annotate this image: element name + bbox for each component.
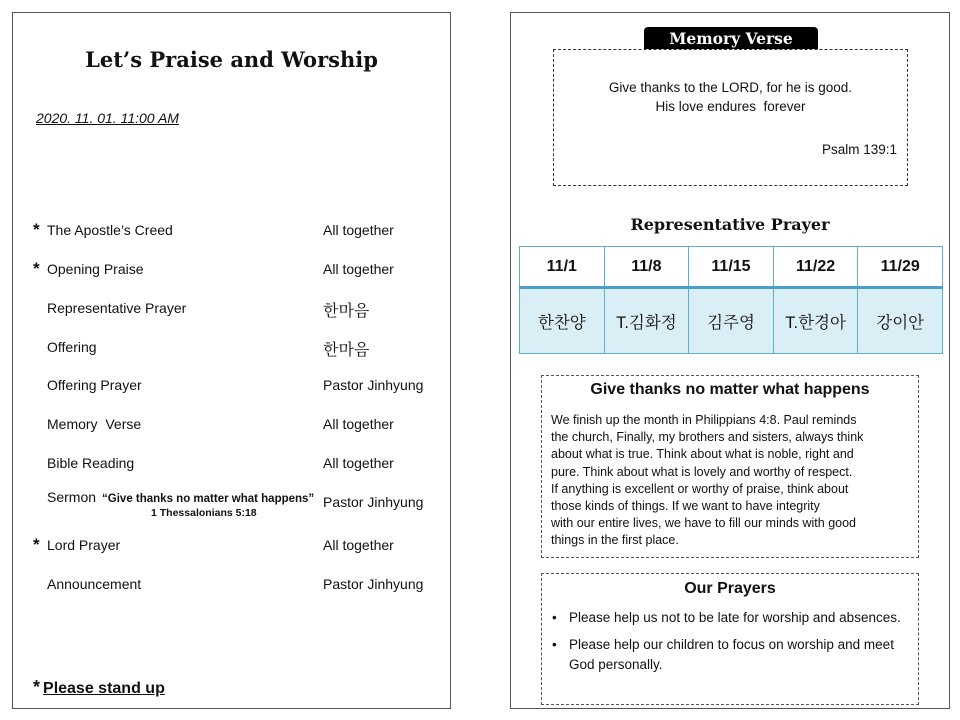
order-leader: Pastor Jinhyung [323,576,424,592]
memory-verse-tab: Memory Verse [644,27,818,49]
date-cell: 11/1 [520,247,605,288]
bulletin-left-panel [12,12,451,709]
order-item: Lord Prayer [47,537,121,553]
memory-verse-line-2: His love endures forever [655,99,806,114]
order-row-announcement [13,573,451,597]
name-cell: 김주영 [689,288,774,354]
order-item: Offering [47,339,97,355]
order-leader: 한마음 [323,342,370,359]
order-row-offering [13,336,451,360]
our-prayers-title: Our Prayers [684,580,776,597]
body-line: We finish up the month in Philippians 4:8. Paul reminds [551,413,857,427]
order-row-opening-praise [13,258,451,282]
order-leader: All together [323,261,394,277]
standing-marker: * [33,677,41,697]
order-item: Memory Verse [47,416,142,432]
order-leader: All together [323,416,394,432]
table-row [520,288,943,354]
order-leader: All together [323,455,394,471]
name-cell: T.김화정 [604,288,689,354]
name-cell: 강이안 [858,288,943,354]
order-row-offering-prayer [13,374,451,398]
date-cell: 11/8 [604,247,689,288]
body-line: things in the first place. [551,533,679,548]
date-cell: 11/15 [689,247,774,288]
order-row-representative-prayer [13,297,451,321]
standing-marker: * [33,535,40,554]
body-line: pure. Think about what is lovely and worthy of respect. [551,464,853,479]
order-row-sermon [13,486,451,526]
order-row-memory-verse [13,413,451,437]
prayer-list [542,608,918,682]
body-line: If anything is excellent or worthy of praise, think about [551,481,849,496]
our-prayers-box [541,573,919,705]
stand-up-note [33,677,165,698]
order-item: Bible Reading [47,455,135,471]
date-cell: 11/29 [858,247,943,288]
sermon-scripture-ref: 1 Thessalonians 5:18 [151,507,257,519]
service-date: 2020. 11. 01. 11:00 AM [36,110,179,126]
bulletin-title: Let’s Praise and Worship [85,47,378,72]
sermon-item [47,489,314,505]
name-cell: 한찬양 [520,288,605,354]
representative-prayer-title: Representative Prayer [630,215,830,234]
bulletin-right-panel [510,12,950,709]
body-line: about what is true. Think about what is noble, right and [551,447,854,462]
order-item: Announcement [47,576,142,592]
give-thanks-box [541,375,919,558]
date-cell: 11/22 [773,247,858,288]
order-row-apostles-creed [13,219,451,243]
representative-prayer-table [519,246,943,354]
body-line: with our entire lives, we have to fill our minds with good [551,516,857,531]
standing-marker: * [33,220,40,239]
memory-verse-box [553,49,908,186]
body-line: those kinds of things. If we want to have integrity [551,499,820,514]
order-row-lord-prayer [13,534,451,558]
give-thanks-title: Give thanks no matter what happens [590,381,870,398]
order-leader: Pastor Jinhyung [323,494,424,510]
name-cell: T.한경아 [773,288,858,354]
order-item: The Apostle’s Creed [47,222,173,238]
table-header-row [520,247,943,288]
order-leader: Pastor Jinhyung [323,377,424,393]
order-leader: 한마음 [323,303,370,320]
list-item: • Please help us not to be late for worship and absences. [542,608,918,628]
order-row-bible-reading [13,452,451,476]
standing-marker: * [33,259,40,278]
order-item: Sermon [47,489,97,505]
body-line: the church, Finally, my brothers and sisters, always think [551,430,864,445]
list-item: • Please help our children to focus on worship and meet God personally. [542,635,918,675]
stand-up-text: Please stand up [43,680,165,697]
order-item: Representative Prayer [47,300,187,316]
order-item: Opening Praise [47,261,144,277]
give-thanks-body [551,412,913,550]
order-leader: All together [323,537,394,553]
order-leader: All together [323,222,394,238]
sermon-title: “Give thanks no matter what happens” [102,493,315,505]
order-item: Offering Prayer [47,377,142,393]
memory-verse-ref: Psalm 139:1 [821,142,897,157]
memory-verse-line-1: Give thanks to the LORD, for he is good. [608,80,853,95]
